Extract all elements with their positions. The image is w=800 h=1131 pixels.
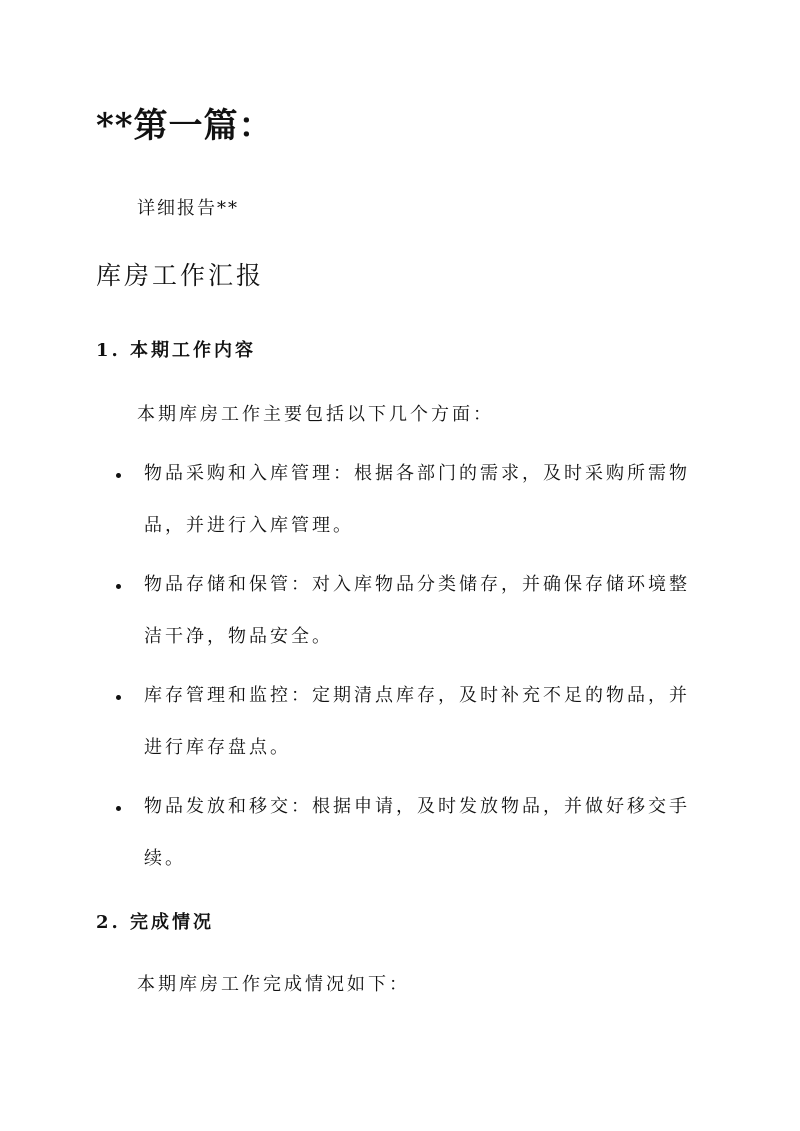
section1-heading: 1. 本期工作内容 xyxy=(96,340,257,361)
section1-intro: 本期库房工作主要包括以下几个方面： xyxy=(137,404,494,425)
document-subtitle: 详细报告** xyxy=(137,198,239,219)
bullet-text: 物品发放和移交：根据申请，及时发放物品，并做好移交手续。 xyxy=(144,796,690,869)
bullet-dot-icon xyxy=(116,584,121,589)
report-heading: 库房工作汇报 xyxy=(96,261,265,290)
section2-heading: 2. 完成情况 xyxy=(96,912,215,933)
section2-intro: 本期库房工作完成情况如下： xyxy=(137,974,410,995)
document-title: **第一篇： xyxy=(96,106,274,146)
bullet-text: 物品采购和入库管理：根据各部门的需求，及时采购所需物品，并进行入库管理。 xyxy=(144,463,690,536)
bullet-text: 库存管理和监控：定期清点库存，及时补充不足的物品，并进行库存盘点。 xyxy=(144,685,690,758)
bullet-text: 物品存储和保管：对入库物品分类储存，并确保存储环境整洁干净，物品安全。 xyxy=(144,574,690,647)
bullet-dot-icon xyxy=(116,473,121,478)
bullet-dot-icon xyxy=(116,806,121,811)
bullet-dot-icon xyxy=(116,695,121,700)
